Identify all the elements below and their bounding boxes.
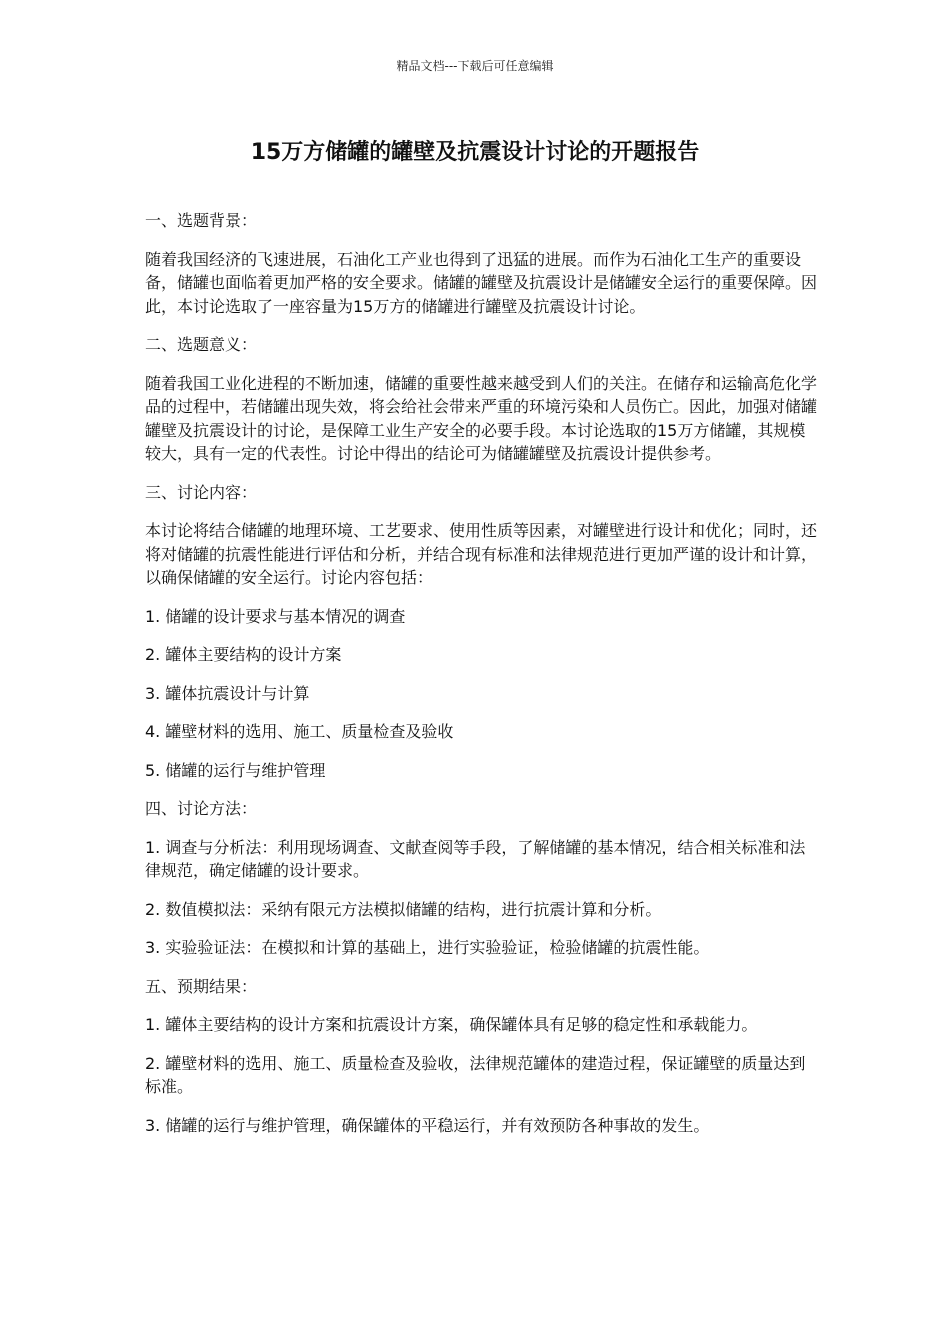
results-list-item: 1. 罐体主要结构的设计方案和抗震设计方案，确保罐体具有足够的稳定性和承载能力。 [145, 1015, 758, 1034]
section-body-background: 随着我国经济的飞速进展，石油化工产业也得到了迅猛的进展。而作为石油化工生产的重要设备，储罐也面临着更加严格的安全要求。储罐的罐壁及抗震设计是储罐安全运行的重要保障。因此，本讨论选取了一座容量为15万方的储罐进行罐壁及抗震设计讨论。 [145, 249, 818, 316]
content-list-item: 4. 罐壁材料的选用、施工、质量检查及验收 [145, 722, 454, 741]
content-list-item: 5. 储罐的运行与维护管理 [145, 760, 326, 780]
results-list-item: 3. 储罐的运行与维护管理，确保罐体的平稳运行，并有效预防各种事故的发生。 [145, 1115, 710, 1135]
page-header-note: 精品文档---下载后可任意编辑 [396, 59, 554, 73]
document-body [145, 209, 817, 1152]
methods-list-item: 1. 调查与分析法：利用现场调查、文献查阅等手段，了解储罐的基本情况，结合相关标准和法律规范，确定储罐的设计要求。 [145, 837, 806, 880]
content-list-item: 3. 罐体抗震设计与计算 [145, 683, 310, 703]
content-list-item: 1. 储罐的设计要求与基本情况的调查 [145, 606, 406, 626]
section-body-significance: 随着我国工业化进程的不断加速，储罐的重要性越来越受到人们的关注。在储存和运输高危化学品的过程中，若储罐出现失效，将会给社会带来严重的环境污染和人员伤亡。因此，加强对储罐罐壁及抗震设计的讨论，是保障工业生产安全的必要手段。本讨论选取的15万方储罐，其规模较大，具有一定的代表性。讨论中得出的结论可为储罐罐壁及抗震设计提供参考。 [145, 373, 818, 463]
section-body-content: 本讨论将结合储罐的地理环境、工艺要求、使用性质等因素，对罐壁进行设计和优化；同时，还将对储罐的抗震性能进行评估和分析，并结合现有标准和法律规范进行更加严谨的设计和计算，以确保储罐的安全运行。讨论内容包括： [145, 521, 818, 587]
results-list-item: 2. 罐壁材料的选用、施工、质量检查及验收，法律规范罐体的建造过程，保证罐壁的质量达到标准。 [145, 1053, 806, 1096]
section-heading-background: 一、选题背景： [145, 211, 258, 230]
section-heading-methods: 四、讨论方法： [145, 799, 258, 818]
section-heading-content: 三、讨论内容： [145, 482, 258, 502]
methods-list-item: 2. 数值模拟法：采纳有限元方法模拟储罐的结构，进行抗震计算和分析。 [145, 899, 662, 919]
section-heading-significance: 二、选题意义： [145, 335, 258, 354]
section-heading-results: 五、预期结果： [145, 976, 258, 996]
content-list-item: 2. 罐体主要结构的设计方案 [145, 645, 342, 664]
methods-list-item: 3. 实验验证法：在模拟和计算的基础上，进行实验验证，检验储罐的抗震性能。 [145, 938, 710, 957]
document-title: 15万方储罐的罐壁及抗震设计讨论的开题报告 [250, 140, 700, 165]
